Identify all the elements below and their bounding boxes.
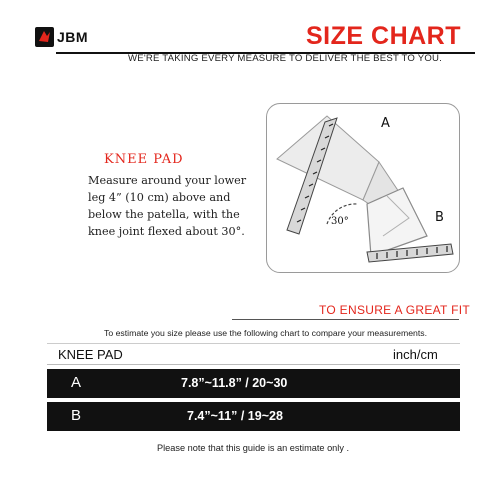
row-size-value: 7.8”~11.8” / 20~30 bbox=[181, 376, 288, 390]
knee-illustration bbox=[267, 104, 459, 272]
angle-label: 30° bbox=[331, 216, 349, 227]
row-size-letter: B bbox=[71, 407, 82, 424]
row-size-letter: A bbox=[71, 374, 82, 391]
fit-instruction: To estimate you size please use the following chart to compare your measurements. bbox=[104, 328, 428, 338]
knee-measurement-diagram bbox=[266, 103, 460, 273]
table-row bbox=[47, 402, 460, 431]
measure-heading: KNEE PAD bbox=[104, 152, 184, 167]
table-header-product: KNEE PAD bbox=[58, 347, 123, 362]
fit-divider bbox=[232, 319, 459, 320]
brand-name: JBM bbox=[57, 29, 89, 45]
page-title: SIZE CHART bbox=[306, 22, 461, 50]
fit-heading: TO ENSURE A GREAT FIT bbox=[319, 303, 470, 317]
table-header-units: inch/cm bbox=[393, 347, 438, 362]
diagram-label-a: A bbox=[381, 116, 390, 131]
footnote: Please note that this guide is an estimate only . bbox=[157, 443, 350, 453]
diagram-label-b: B bbox=[435, 210, 444, 225]
row-size-value: 7.4”~11” / 19~28 bbox=[187, 409, 283, 423]
brand-logo-icon bbox=[35, 27, 54, 47]
measure-description: Measure around your lower leg 4” (10 cm) above and below the patella, with the knee joint flexed about 30°. bbox=[88, 174, 247, 238]
table-row bbox=[47, 369, 460, 398]
tagline: WE'RE TAKING EVERY MEASURE TO DELIVER THE BEST TO YOU. bbox=[128, 53, 443, 64]
